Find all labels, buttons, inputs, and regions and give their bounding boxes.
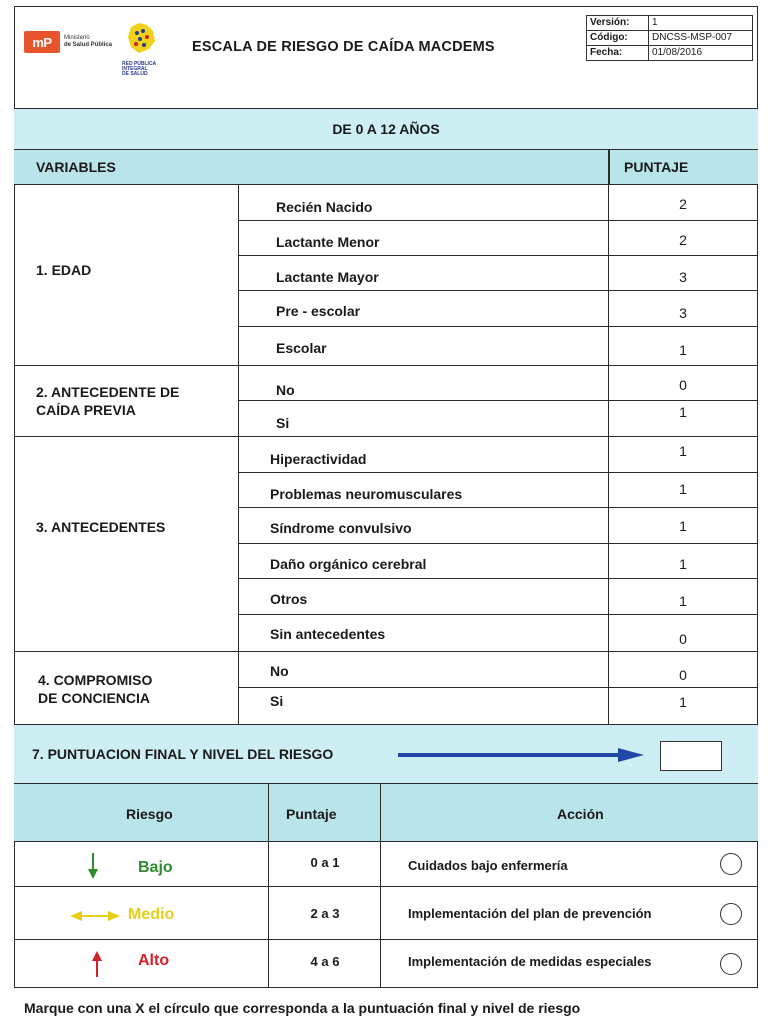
risk-score-range: 4 a 6 xyxy=(310,954,340,969)
table-row: Daño orgánico cerebral 1 xyxy=(238,544,758,579)
document-header xyxy=(14,6,758,108)
risk-table xyxy=(14,784,758,988)
final-score-input[interactable] xyxy=(660,741,722,771)
risk-score-range: 0 a 1 xyxy=(310,855,340,870)
column-headers xyxy=(14,150,758,185)
score-header: Puntaje xyxy=(286,806,337,822)
risk-row-low xyxy=(14,842,758,887)
msp-logo: mP Ministerio de Salud Pública xyxy=(24,31,112,53)
document-title: ESCALA DE RIESGO DE CAÍDA MACDEMS xyxy=(192,39,495,55)
action-header: Acción xyxy=(557,806,604,822)
table-row: Hiperactividad 1 xyxy=(238,437,758,473)
table-row: Si 1 xyxy=(276,404,687,431)
arrow-down-icon xyxy=(88,853,98,879)
arrow-left-right-icon xyxy=(70,911,120,921)
group-label: 1. EDAD xyxy=(36,262,92,278)
table-row: Sin antecedentes 0 xyxy=(270,626,687,647)
variables-header: VARIABLES xyxy=(36,159,116,175)
group-label: 4. COMPROMISO DE CONCIENCIA xyxy=(38,672,153,706)
risk-action: Cuidados bajo enfermería xyxy=(408,858,568,873)
arrow-right-icon xyxy=(398,747,644,763)
group-age xyxy=(14,185,758,366)
risk-row-medium xyxy=(14,887,758,940)
risk-score-range: 2 a 3 xyxy=(310,906,340,921)
table-row: Si 1 xyxy=(270,693,687,710)
risk-action: Implementación de medidas especiales xyxy=(408,954,652,969)
age-band: DE 0 A 12 AÑOS xyxy=(14,108,758,150)
final-score-band xyxy=(14,724,758,784)
group-label: 2. ANTECEDENTE DE CAÍDA PREVIA xyxy=(36,384,180,418)
risk-table-header xyxy=(14,784,758,842)
risk-header: Riesgo xyxy=(126,806,173,822)
group-fall-history xyxy=(14,366,758,437)
table-row: Otros 1 xyxy=(238,579,758,615)
rps-logo: RED PÚBLICA INTEGRAL DE SALUD xyxy=(122,21,162,87)
risk-row-high xyxy=(14,940,758,988)
risk-action: Implementación del plan de prevención xyxy=(408,906,652,921)
table-row: No 0 xyxy=(238,366,758,401)
table-row: Lactante Menor 2 xyxy=(238,221,758,256)
select-circle[interactable] xyxy=(720,853,742,875)
risk-level-label: Medio xyxy=(128,906,175,923)
select-circle[interactable] xyxy=(720,953,742,975)
table-row: Recién Nacido 2 xyxy=(238,185,758,221)
table-row: Síndrome convulsivo 1 xyxy=(238,508,758,544)
final-score-label: 7. PUNTUACION FINAL Y NIVEL DEL RIESGO xyxy=(32,746,334,762)
arrow-up-icon xyxy=(92,951,102,977)
table-row: Lactante Mayor 3 xyxy=(238,256,758,291)
group-label: 3. ANTECEDENTES xyxy=(36,519,166,535)
table-row: Escolar 1 xyxy=(276,340,687,358)
group-antecedents xyxy=(14,437,758,652)
score-header: PUNTAJE xyxy=(624,159,689,175)
table-row: Problemas neuromusculares 1 xyxy=(238,473,758,508)
document-meta-table: Versión: 1 Código: DNCSS-MSP-007 Fecha: 01/08/2016 xyxy=(586,15,753,61)
footer-instruction: Marque con una X el círculo que corresponda a la puntuación final y nivel de riesgo xyxy=(24,1000,581,1016)
table-row: No 0 xyxy=(238,652,758,688)
select-circle[interactable] xyxy=(720,903,742,925)
group-consciousness xyxy=(14,652,758,724)
table-row: Pre - escolar 3 xyxy=(238,291,758,327)
risk-level-label: Bajo xyxy=(138,859,173,876)
risk-level-label: Alto xyxy=(138,952,170,969)
